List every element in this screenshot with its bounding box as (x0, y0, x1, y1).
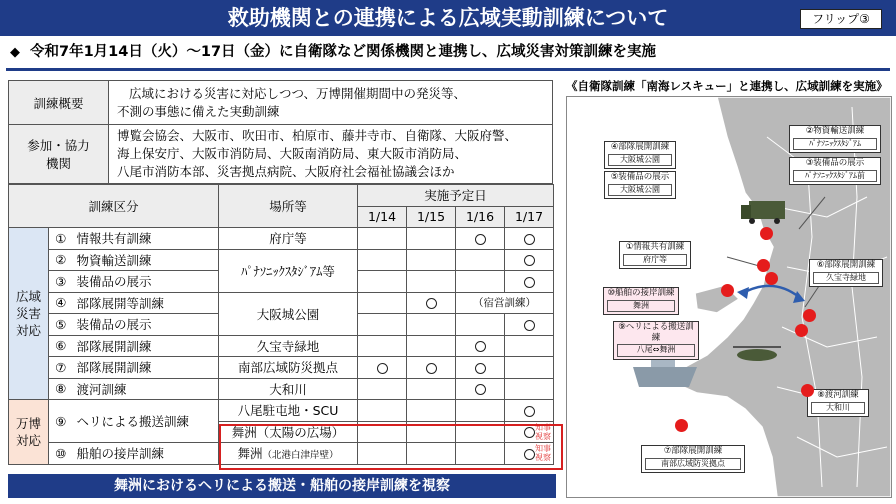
location-main: 舞洲 (237, 446, 263, 462)
table-row (9, 249, 554, 271)
row-name: 部隊展開訓練 (73, 357, 219, 379)
date-cell (407, 271, 456, 293)
row-name: ヘリによる搬送訓練 (73, 400, 219, 443)
table-row (9, 292, 554, 314)
map-label-title: ③装備品の展示 (805, 158, 865, 168)
table-row (9, 400, 554, 422)
scheduled-mark-icon (377, 363, 388, 374)
location-marker (760, 227, 773, 240)
row-location: ﾊﾟﾅｿﾆｯｸｽﾀｼﾞｱﾑ等 (219, 249, 358, 292)
header-dates-title: 実施予定日 (358, 185, 554, 207)
row-note: （宿営訓練） (456, 292, 554, 314)
date-cell (456, 228, 505, 250)
location-marker (795, 324, 808, 337)
title-bar (0, 0, 896, 36)
date-cell (456, 314, 505, 336)
date-cell (358, 335, 407, 357)
subtitle (10, 40, 890, 64)
date-cell (407, 335, 456, 357)
date-cell (358, 228, 407, 250)
map-label-sub: 久宝寺緑地 (813, 272, 879, 285)
row-number: ⑨ (49, 400, 73, 443)
overview-line: 海上保安庁、大阪市消防局、大阪南消防局、東大阪市消防局、 (117, 146, 468, 161)
date-cell (358, 292, 407, 314)
scheduled-mark-icon (426, 363, 437, 374)
map-label-prefecture-info (619, 241, 691, 269)
map-label-maishima-ship (603, 287, 679, 315)
map-label-title: ⑦部隊展開訓練 (663, 446, 723, 456)
header-category: 訓練区分 (9, 185, 219, 228)
row-location: 大和川 (219, 378, 358, 400)
map-label-title: ⑧渡河訓練 (817, 390, 859, 400)
date-cell (456, 249, 505, 271)
map-label-yamato-river (807, 389, 869, 417)
date-cell (358, 378, 407, 400)
date-cell (358, 271, 407, 293)
row-number: ⑥ (49, 335, 73, 357)
location-sub: （北港白津岸壁） (262, 450, 339, 462)
row-name: 装備品の展示 (73, 314, 219, 336)
row-location: 大阪城公園 (219, 292, 358, 335)
table-row (9, 335, 554, 357)
date-cell (505, 400, 554, 422)
map-label-sub: 大阪城公園 (608, 184, 672, 197)
map-label-sub: 南部広域防災拠点 (645, 458, 741, 471)
scheduled-mark-icon (475, 363, 486, 374)
overview-label-summary: 訓練概要 (9, 81, 109, 125)
date-cell (456, 378, 505, 400)
scheduled-mark-icon (524, 406, 535, 417)
date-cell (505, 228, 554, 250)
location-marker (721, 284, 734, 297)
subtitle-text: 令和7年1月14日（火）～17日（金）に自衛隊など関係機関と連携し、広域災害対策訓練を実施 (30, 44, 657, 60)
map-label-sub: ﾊﾟﾅｿﾆｯｸｽﾀｼﾞｱﾑ前 (793, 170, 877, 183)
training-table (8, 184, 554, 465)
overview-label-line: 参加・協力 (27, 138, 90, 153)
row-number: ④ (49, 292, 73, 314)
date-cell (505, 357, 554, 379)
map-label-title: ④部隊展開訓練 (610, 142, 670, 152)
row-location: 府庁等 (219, 228, 358, 250)
overview-line: 八尾市消防本部、災害拠点病院、大阪府社会福祉協議会ほか (117, 164, 455, 179)
date-cell (358, 314, 407, 336)
header-location: 場所等 (219, 185, 358, 228)
scheduled-mark-icon (426, 298, 437, 309)
divider (6, 68, 890, 71)
overview-line: 博覧会協会、大阪市、吹田市、柏原市、藤井寺市、自衛隊、大阪府警、 (117, 128, 518, 143)
map-label-sub: 舞洲 (607, 300, 675, 313)
location-marker (803, 309, 816, 322)
date-cell (358, 249, 407, 271)
scheduled-mark-icon (524, 255, 535, 266)
row-location: 久宝寺緑地 (219, 335, 358, 357)
overview-label-line: 機関 (45, 156, 71, 171)
scheduled-mark-icon (524, 234, 535, 245)
group-label: 広域 (15, 289, 41, 304)
location-marker (765, 272, 778, 285)
row-name: 船舶の接岸訓練 (73, 443, 219, 465)
governor-visit-note: 知事 視察 (535, 422, 552, 441)
row-number: ⑦ (49, 357, 73, 379)
overview-line: 広域における災害に対応しつつ、万博開催期間中の発災等、 (129, 85, 467, 101)
row-location: 八尾駐屯地・SCU (219, 400, 358, 422)
overview-row-participants (9, 125, 553, 184)
map-caption: 《自衛隊訓練「南海レスキュー」と連携し、広域訓練を実施》 (566, 79, 888, 93)
scheduled-mark-icon (524, 277, 535, 288)
map-label-kyuhoji (809, 259, 883, 287)
group-label: 災害 (15, 306, 41, 321)
header-date: 1/17 (505, 206, 554, 228)
row-name: 物資輸送訓練 (73, 249, 219, 271)
map-label-title: ①情報共有訓練 (625, 242, 685, 252)
date-cell (358, 400, 407, 422)
map-label-heli-transport (613, 321, 699, 360)
map-label-sub: ﾊﾟﾅｿﾆｯｸｽﾀｼﾞｱﾑ (793, 138, 877, 151)
diamond-bullet-icon: ◆ (10, 45, 20, 60)
row-location: 南部広域防災拠点 (219, 357, 358, 379)
overview-label-participants (9, 125, 109, 184)
table-row (9, 228, 554, 250)
date-cell (505, 335, 554, 357)
page-title: 救助機関との連携による広域実動訓練について (227, 6, 669, 30)
governor-visit-note: 知事 視察 (535, 444, 552, 462)
map-label-title: ⑤装備品の展示 (610, 172, 670, 182)
location-marker (801, 384, 814, 397)
row-number: ① (49, 228, 73, 250)
row-number: ③ (49, 271, 73, 293)
group-expo (9, 400, 49, 465)
map-label-southern-base (641, 445, 745, 473)
map-label-sub: 大阪城公園 (608, 154, 672, 167)
date-cell (407, 249, 456, 271)
map-label-osaka-castle-display (604, 171, 676, 199)
header-date: 1/14 (358, 206, 407, 228)
scheduled-mark-icon (475, 384, 486, 395)
map-label-title: ⑨ヘリによる搬送訓練 (618, 322, 694, 343)
map-label-title: ②物資輸送訓練 (805, 126, 865, 136)
training-header-row (9, 185, 554, 207)
date-cell (407, 378, 456, 400)
location-marker (675, 419, 688, 432)
group-wide-area (9, 228, 49, 400)
date-cell (407, 292, 456, 314)
date-cell (505, 271, 554, 293)
date-cell (456, 400, 505, 422)
overview-row-summary (9, 81, 553, 125)
row-number: ⑩ (49, 443, 73, 465)
row-name: 部隊展開等訓練 (73, 292, 219, 314)
scheduled-mark-icon (524, 320, 535, 331)
date-cell (505, 249, 554, 271)
map-label-sub: 府庁等 (623, 254, 687, 267)
date-cell (456, 357, 505, 379)
table-row (9, 357, 554, 379)
overview-table (8, 80, 553, 184)
overview-text-participants (109, 125, 553, 184)
date-cell (456, 271, 505, 293)
row-number: ② (49, 249, 73, 271)
map-label-title: ⑩船舶の接岸訓練 (607, 288, 675, 298)
map-label-sub: 八尾⇔舞洲 (617, 344, 695, 357)
flip-label: フリップ③ (800, 9, 882, 29)
date-cell (505, 314, 554, 336)
date-cell (456, 335, 505, 357)
row-number: ⑧ (49, 378, 73, 400)
map-label-stadium-display (789, 157, 881, 185)
map-label-osaka-castle-deploy (604, 141, 676, 169)
scheduled-mark-icon (475, 234, 486, 245)
date-cell (505, 378, 554, 400)
row-name: 渡河訓練 (73, 378, 219, 400)
row-name: 情報共有訓練 (73, 228, 219, 250)
row-name: 装備品の展示 (73, 271, 219, 293)
highlight-box (219, 424, 563, 470)
group-label: 対応 (15, 432, 41, 448)
date-cell (407, 357, 456, 379)
overview-line: 不測の事態に備えた実動訓練 (117, 103, 280, 119)
row-number: ⑤ (49, 314, 73, 336)
header-date: 1/16 (456, 206, 505, 228)
map-panel (566, 96, 892, 498)
header-date: 1/15 (407, 206, 456, 228)
map-label-sub: 大和川 (811, 402, 865, 415)
date-cell (407, 314, 456, 336)
location-marker (757, 259, 770, 272)
group-label: 万博 (15, 415, 41, 431)
overview-text-summary (109, 81, 553, 125)
row-name: 部隊展開訓練 (73, 335, 219, 357)
map-label-title: ⑥部隊展開訓練 (816, 260, 876, 270)
bottom-banner: 舞洲におけるヘリによる搬送・船舶の接岸訓練を視察 (8, 474, 556, 498)
scheduled-mark-icon (475, 341, 486, 352)
date-cell (407, 228, 456, 250)
map-label-stadium-transport (789, 125, 881, 153)
date-cell (358, 357, 407, 379)
date-cell (407, 400, 456, 422)
group-label: 対応 (15, 323, 41, 338)
table-row (9, 378, 554, 400)
row-location: 舞洲（太陽の広場） (219, 421, 358, 443)
